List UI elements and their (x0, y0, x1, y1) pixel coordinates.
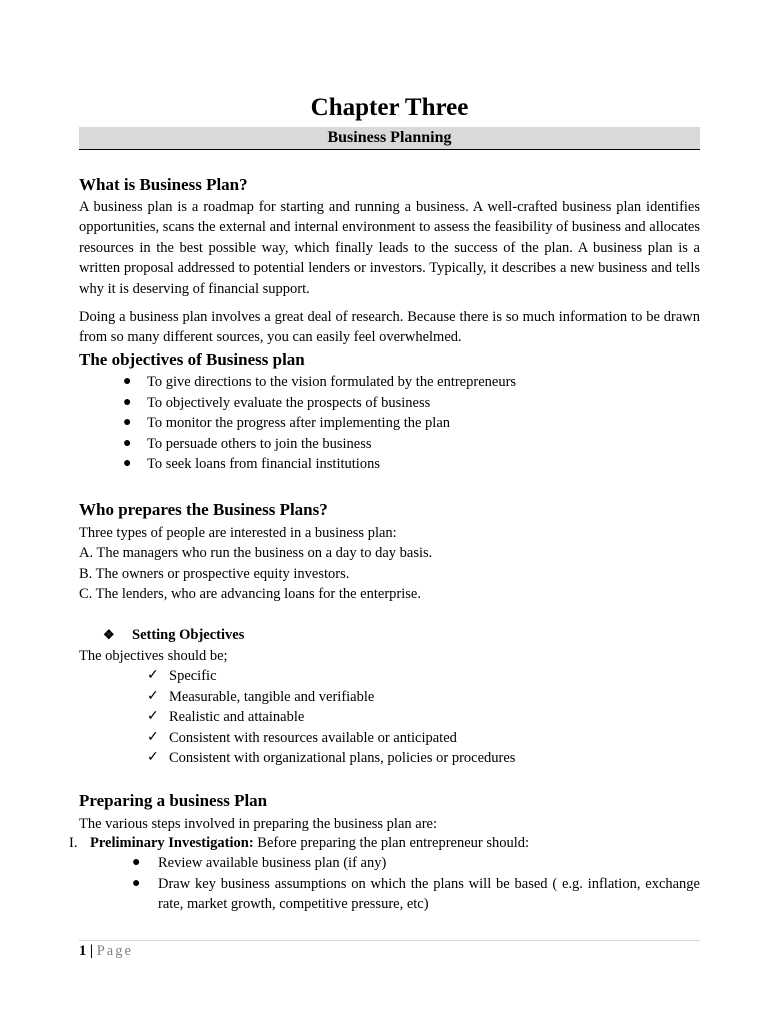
step-preliminary-investigation (69, 833, 529, 853)
list-item: ● To monitor the progress after implementing the plan (147, 413, 516, 434)
page-number: 1 (79, 943, 87, 959)
bullet-icon: ● (132, 875, 141, 891)
list-item: ✓ Specific (169, 666, 515, 687)
step-number: I. (69, 835, 78, 851)
list-item: ✓ Consistent with organizational plans, policies or procedures (169, 748, 515, 769)
list-item: ● To persuade others to join the business (147, 434, 516, 455)
who-line-c: C. The lenders, who are advancing loans for the enterprise. (79, 586, 421, 602)
list-item: ✓ Consistent with resources available or anticipated (169, 728, 515, 749)
preparing-intro: The various steps involved in preparing the business plan are: (79, 816, 437, 832)
checkmark-icon: ✓ (147, 729, 159, 745)
objectives-intro: The objectives should be; (79, 648, 228, 664)
step-text: Before preparing the plan entrepreneur should: (253, 835, 530, 851)
page-label: Page (96, 943, 133, 959)
bullet-icon: ● (123, 394, 132, 410)
objectives-criteria-list (147, 666, 516, 769)
list-item: ● To objectively evaluate the prospects of business (147, 393, 516, 414)
heading-who-prepares: Who prepares the Business Plans? (79, 500, 328, 519)
list-item: ✓ Realistic and attainable (169, 707, 515, 728)
paragraph-research: Doing a business plan involves a great deal of research. Because there is so much information to be drawn from so many different sources, you can easily feel overwhelmed. (79, 309, 700, 346)
objectives-list (123, 372, 517, 475)
list-item: ● To seek loans from financial institutions (147, 454, 516, 475)
heading-preparing: Preparing a business Plan (79, 791, 268, 810)
checkmark-icon: ✓ (147, 688, 159, 704)
chapter-title: Chapter Three (310, 94, 469, 121)
list-item: ● Draw key business assumptions on which the plans will be based ( e.g. inflation, exchange rate, market growth, competitive pressure, etc) (132, 875, 700, 912)
checkmark-icon: ✓ (147, 709, 159, 724)
checkmark-icon: ✓ (147, 668, 159, 683)
checkmark-icon: ✓ (147, 750, 159, 765)
paragraph-definition: A business plan is a roadmap for starting and running a business. A well-crafted business plan identifies opportunities, scans the external and internal environment to assess the feasibility of business and allocates resources in the best possible way, which finally leads to the success of the plan. A business plan is a written proposal addressed to potential lenders or investors. Typically, it describes a new business and tells why it is deserving of financial support. (79, 199, 700, 297)
heading-what-is-business-plan: What is Business Plan? (79, 175, 248, 194)
footer-separator: | (86, 943, 97, 959)
setting-objectives-heading: ❖ Setting Objectives (103, 627, 245, 643)
preliminary-steps-list (132, 853, 700, 915)
footer-divider (79, 940, 700, 941)
bullet-icon: ● (123, 415, 132, 430)
list-item: ✓ Measurable, tangible and verifiable (169, 687, 515, 708)
who-intro: Three types of people are interested in a business plan: (79, 525, 397, 541)
page-footer (79, 942, 133, 960)
step-title: Preliminary Investigation: (90, 835, 254, 851)
list-item: ● Review available business plan (if any) (158, 853, 700, 874)
list-item: ● To give directions to the vision formulated by the entrepreneurs (147, 372, 516, 393)
heading-objectives: The objectives of Business plan (79, 350, 305, 369)
bullet-icon: ● (123, 374, 132, 389)
who-line-a: A. The managers who run the business on a day to day basis. (79, 545, 433, 561)
chapter-subtitle: Business Planning (79, 127, 700, 150)
bullet-icon: ● (123, 435, 132, 451)
diamond-bullet-icon: ❖ (103, 627, 115, 642)
bullet-icon: ● (132, 855, 141, 870)
who-line-b: B. The owners or prospective equity investors. (79, 566, 350, 582)
bullet-icon: ● (123, 456, 132, 471)
